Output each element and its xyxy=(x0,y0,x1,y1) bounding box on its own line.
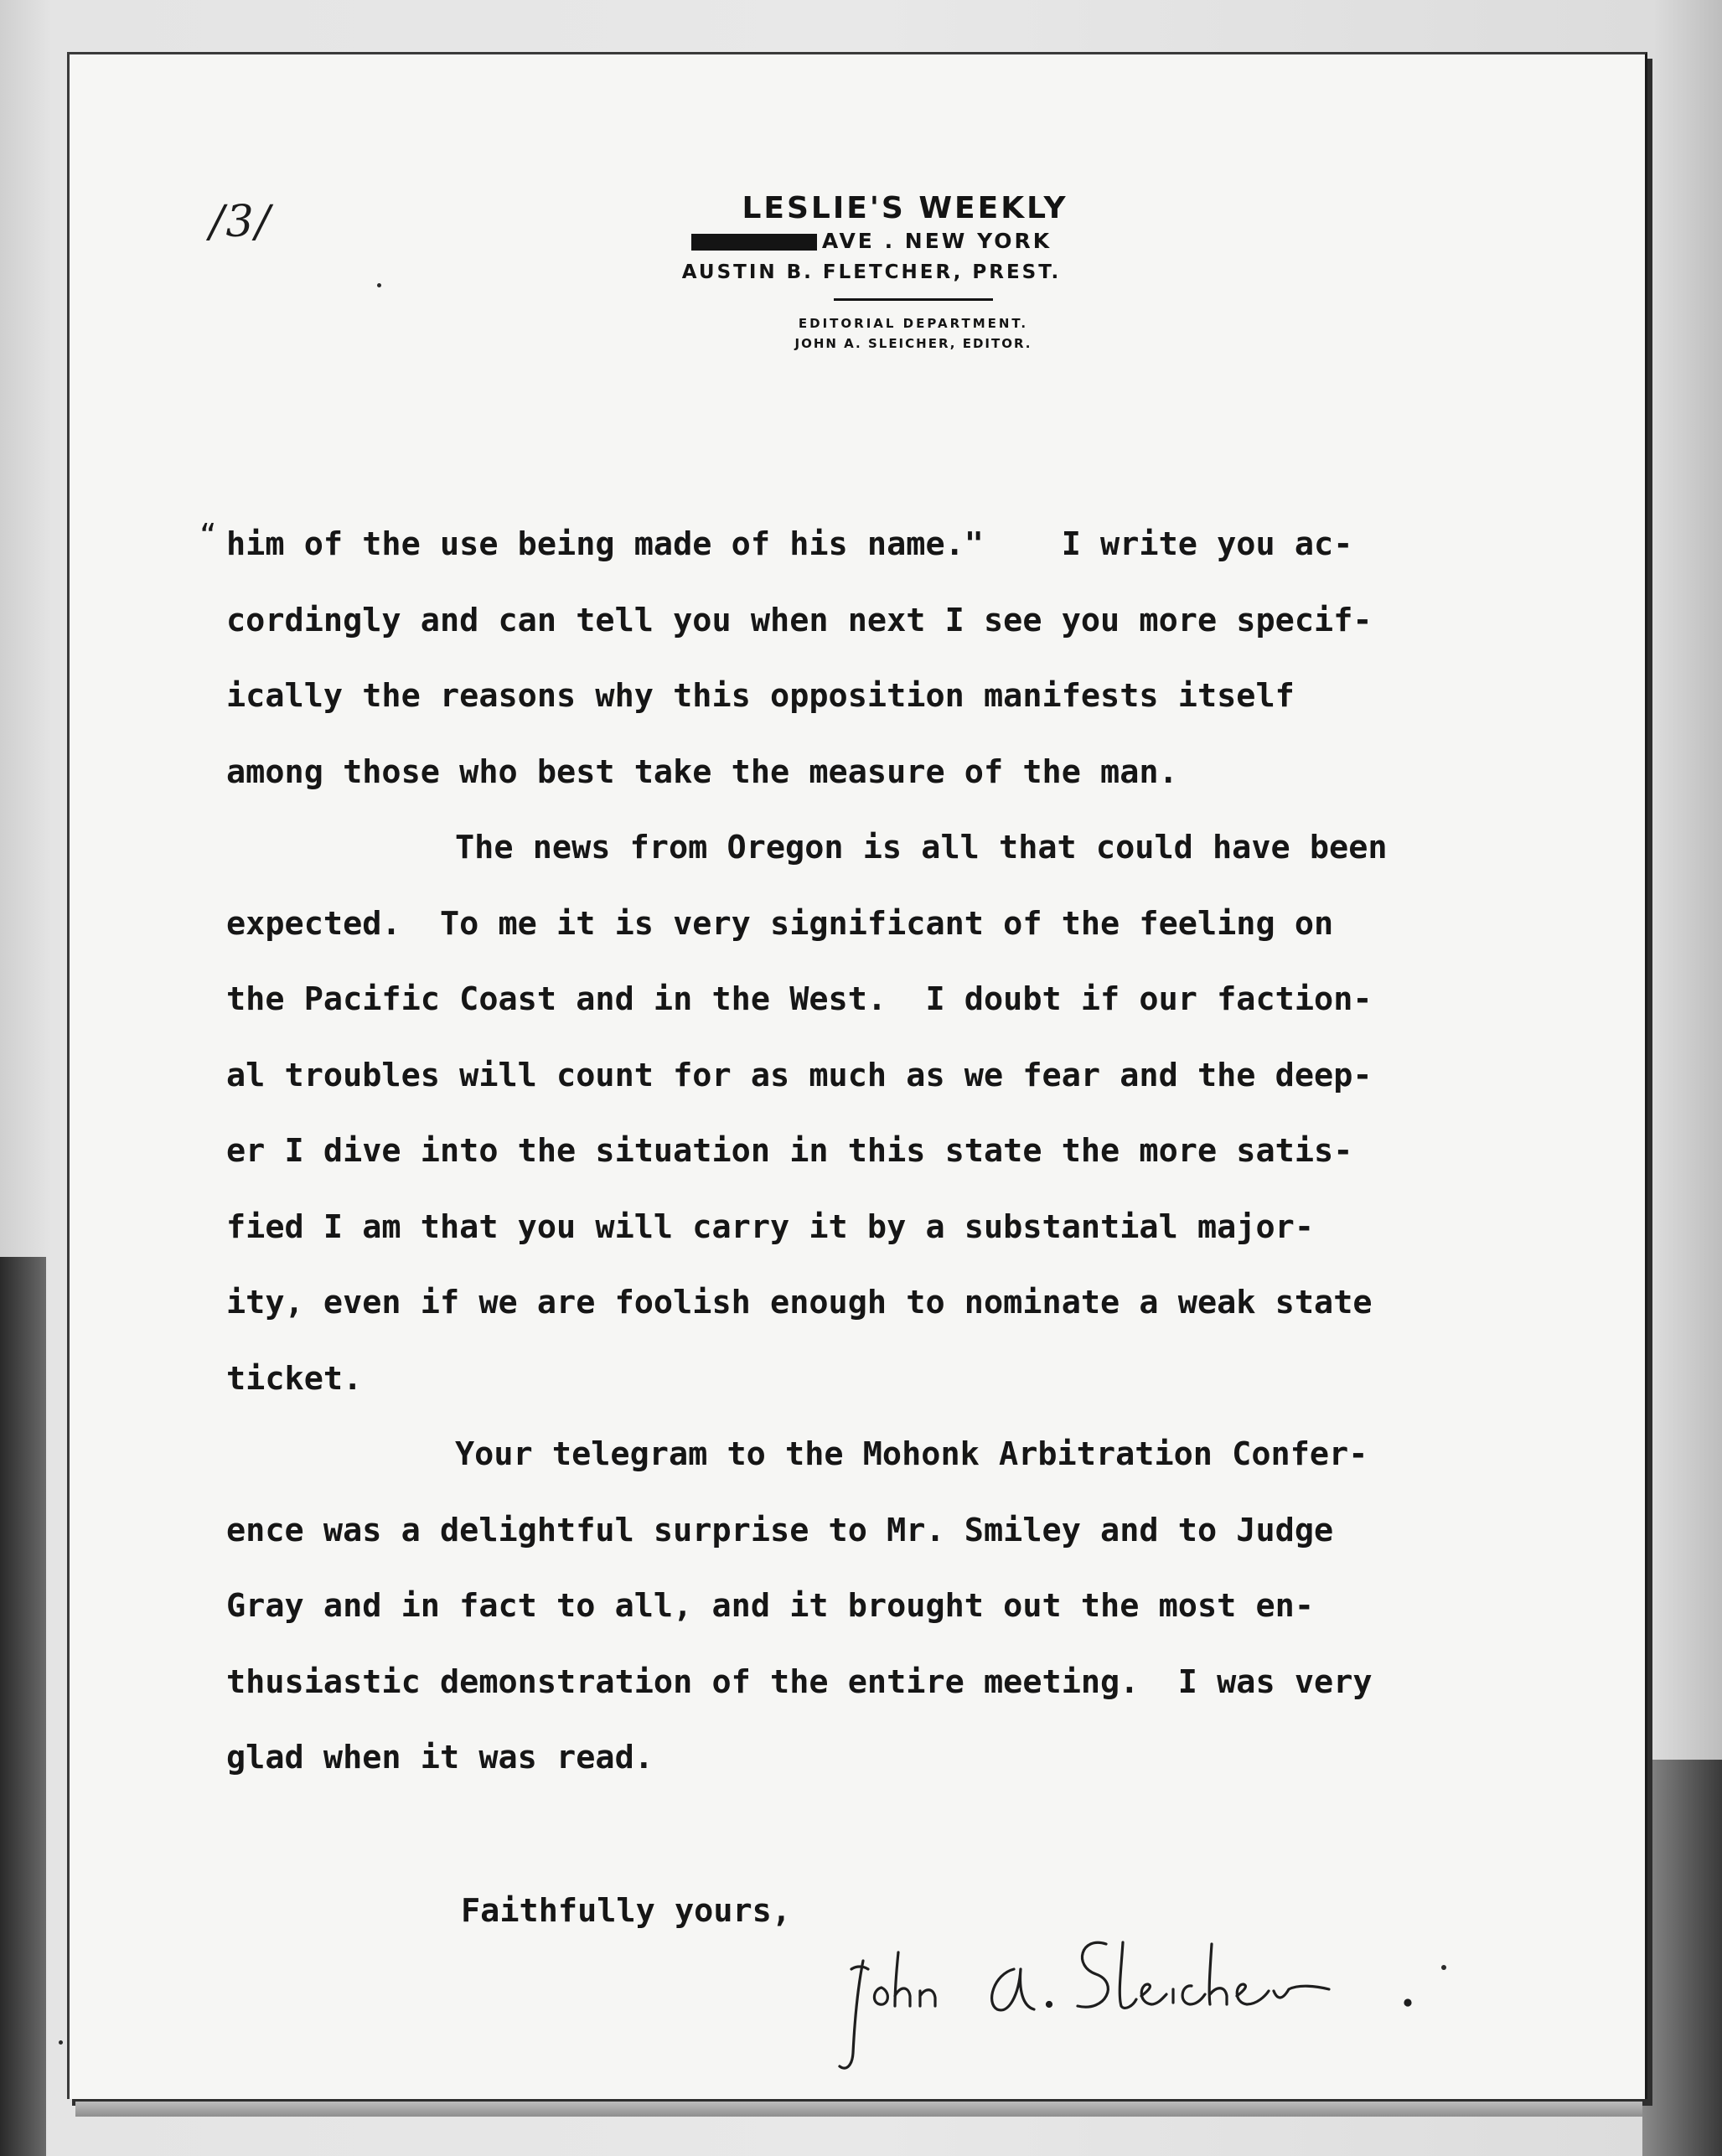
page-bottom-edge xyxy=(75,2102,1642,2117)
body-line: thusiastic demonstration of the entire meeting. I was very xyxy=(226,1662,1373,1701)
handwritten-quote-mark: “ xyxy=(199,519,217,552)
body-line: ence was a delightful surprise to Mr. Smiley and to Judge xyxy=(226,1511,1334,1549)
body-line: cordingly and can tell you when next I see you more specif- xyxy=(226,601,1373,639)
dust-speck xyxy=(377,283,381,287)
body-line: glad when it was read. xyxy=(226,1739,654,1776)
dust-speck xyxy=(1441,1965,1446,1970)
left-edge-shadow xyxy=(0,1257,46,2156)
body-line: al troubles will count for as much as we fear and the deep- xyxy=(226,1056,1373,1094)
struck-out-street xyxy=(691,234,817,251)
dust-speck xyxy=(59,2040,63,2045)
letter-body xyxy=(199,519,1567,1813)
body-line: him of the use being made of his name." I write you ac- xyxy=(226,525,1353,563)
body-line: the Pacific Coast and in the West. I doubt if our faction- xyxy=(226,980,1373,1018)
body-line: among those who best take the measure of the man. xyxy=(226,752,1178,791)
letterhead-address: AVE . NEW YORK xyxy=(821,229,1052,253)
body-line: fied I am that you will carry it by a substantial major- xyxy=(226,1207,1315,1246)
letterhead-address-line xyxy=(536,229,1207,253)
page-number: /3/ xyxy=(209,197,272,247)
body-line: ity, even if we are foolish enough to nominate a weak state xyxy=(226,1284,1373,1321)
body-line: Your telegram to the Mohonk Arbitration Confer- xyxy=(455,1435,1368,1473)
letterhead xyxy=(536,191,1207,351)
letterhead-president: AUSTIN B. FLETCHER, PREST. xyxy=(681,261,1062,283)
letterhead-editor: JOHN A. SLEICHER, EDITOR. xyxy=(794,336,1032,351)
letterhead-divider xyxy=(834,298,993,301)
body-line: ically the reasons why this opposition manifests itself xyxy=(226,677,1295,715)
letterhead-name: LESLIE'S WEEKLY xyxy=(742,191,1068,225)
handwritten-signature xyxy=(830,1919,1441,2086)
body-line: er I dive into the situation in this state the more satis- xyxy=(226,1132,1353,1170)
right-edge-shadow xyxy=(1642,1760,1722,2156)
body-line: ticket. xyxy=(226,1359,363,1398)
body-line: The news from Oregon is all that could have been xyxy=(455,829,1388,866)
letterhead-department: EDITORIAL DEPARTMENT. xyxy=(798,316,1029,331)
body-line: expected. To me it is very significant of the feeling on xyxy=(226,904,1334,943)
closing: Faithfully yours, xyxy=(461,1892,792,1930)
body-line: Gray and in fact to all, and it brought out the most en- xyxy=(226,1587,1315,1625)
